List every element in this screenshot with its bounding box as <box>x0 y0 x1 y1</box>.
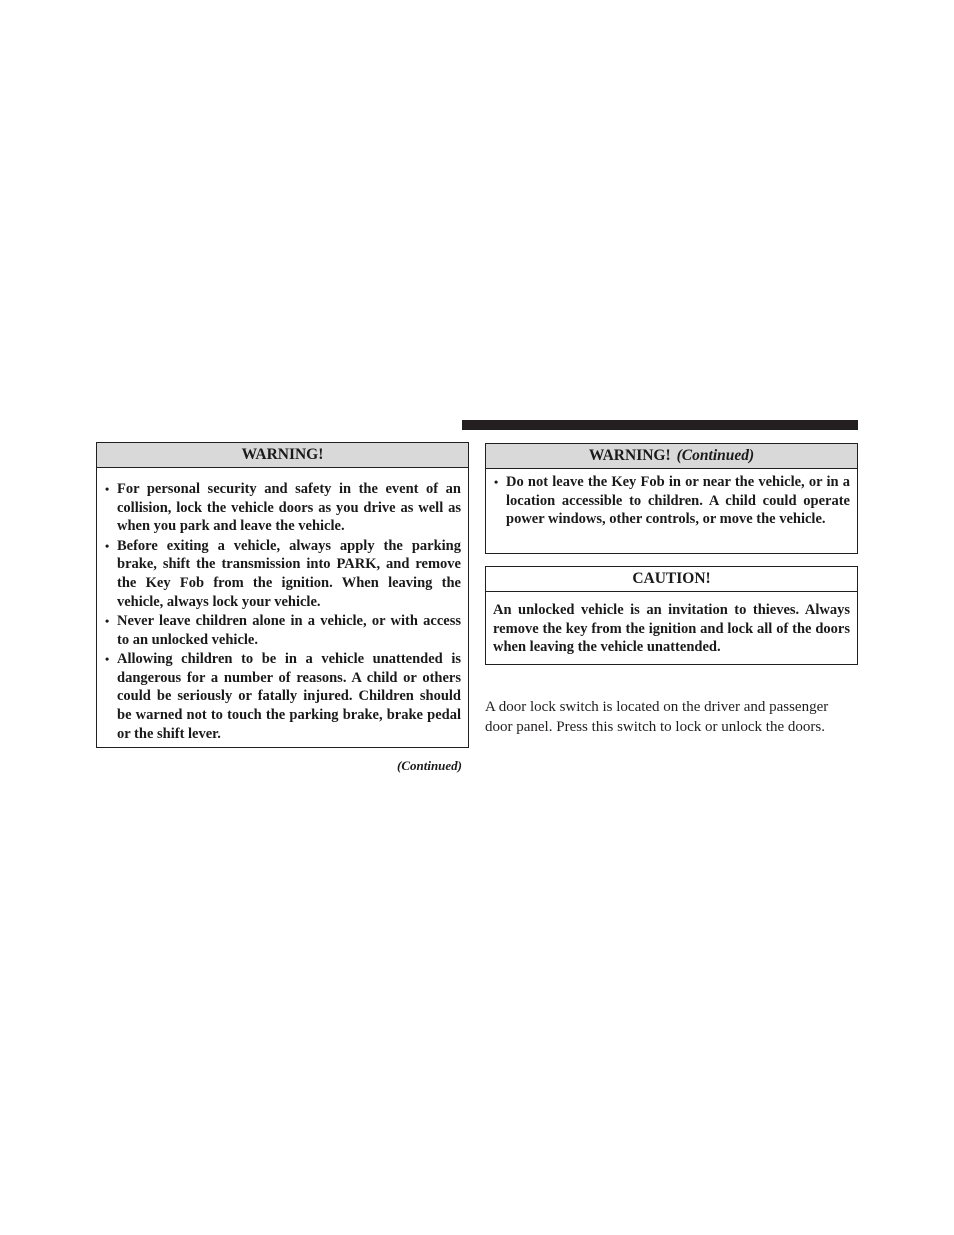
warning-item: • Allowing children to be in a vehicle unattended is dangerous for a number of reasons. A child or others could be seriously or fatally injured. Children should be warned not to touch the parking brake, brake pedal or the shift lever. <box>105 650 461 742</box>
continued-note: (Continued) <box>396 758 462 773</box>
warning-item: • Do not leave the Key Fob in or near the vehicle, or in a location accessible to children. A child could operate power windows, other controls, or move the vehicle. <box>494 474 850 528</box>
warning-box <box>96 442 469 748</box>
bullet-icon: • <box>494 475 499 489</box>
bullet-icon: • <box>105 482 110 496</box>
caution-text: An unlocked vehicle is an invitation to thieves. Always remove the key from the ignition and lock all of the doors when leaving the vehicle unattended. <box>493 602 850 656</box>
warning-item: • For personal security and safety in the event of an collision, lock the vehicle doors as you drive as well as when you park and leave the vehicle. <box>105 481 461 535</box>
warning-list <box>97 468 468 743</box>
warning-item: • Never leave children alone in a vehicle, or with access to an unlocked vehicle. <box>105 612 461 648</box>
caution-title: CAUTION! <box>486 567 857 592</box>
caution-box <box>485 566 858 665</box>
bullet-icon: • <box>105 538 110 553</box>
section-header-bar <box>462 420 858 430</box>
warning-continued-title: WARNING! (Continued) <box>486 444 857 469</box>
warning-title: WARNING! <box>97 443 468 468</box>
bullet-icon: • <box>105 613 110 628</box>
warning-continued-box <box>485 443 858 554</box>
warning-continued-list <box>486 469 857 529</box>
body-paragraph: A door lock switch is located on the driver and passenger door panel. Press this switch to lock or unlock the doors. <box>485 699 829 735</box>
warning-item: • Before exiting a vehicle, always apply the parking brake, shift the transmission into PARK, and remove the Key Fob from the ignition. When leaving the vehicle, always lock your vehicle. <box>105 537 461 610</box>
bullet-icon: • <box>105 651 110 666</box>
